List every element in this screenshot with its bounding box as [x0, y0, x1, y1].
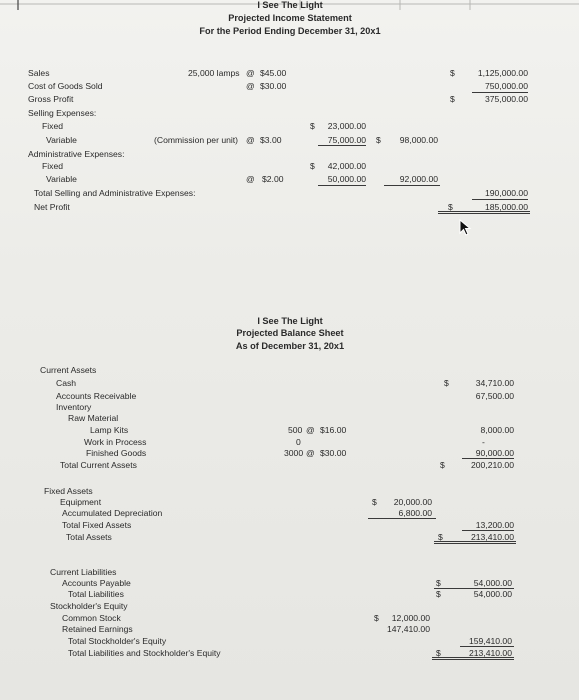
- accounts-payable-currency: $: [436, 578, 441, 588]
- sales-price: $45.00: [260, 68, 287, 78]
- sales-currency: $: [450, 68, 455, 78]
- selling-variable-underline: [318, 145, 366, 146]
- admin-variable-underline: [318, 185, 366, 186]
- selling-fixed-label: Fixed: [42, 121, 64, 131]
- total-assets-underline-2: [434, 543, 516, 544]
- balance-date: As of December 31, 20x1: [235, 341, 345, 351]
- accum-depr-amount: 6,800.00: [398, 508, 432, 518]
- current-liabilities-label: Current Liabilities: [50, 567, 117, 577]
- cogs-price: $30.00: [260, 81, 287, 91]
- cogs-label: Cost of Goods Sold: [28, 81, 103, 91]
- accounts-payable-label: Accounts Payable: [62, 578, 131, 588]
- accounts-payable-amount: 54,000.00: [473, 578, 512, 588]
- total-liabilities-currency: $: [436, 589, 441, 599]
- total-sga-underline: [472, 199, 528, 200]
- cogs-underline: [472, 92, 528, 93]
- admin-variable-amount: 50,000.00: [327, 174, 366, 184]
- total-current-assets-amount: 200,210.00: [470, 460, 514, 470]
- sales-at: @: [246, 68, 255, 78]
- lamp-kits-at: @: [306, 425, 315, 435]
- equipment-currency: $: [372, 497, 377, 507]
- ar-amount: 67,500.00: [475, 391, 514, 401]
- admin-subtotal-amount: 92,000.00: [399, 174, 438, 184]
- total-fixed-assets-underline: [462, 530, 514, 531]
- finished-goods-price: $30.00: [320, 448, 347, 458]
- selling-variable-label: Variable: [46, 135, 77, 145]
- equipment-label: Equipment: [60, 497, 102, 507]
- total-current-assets-label: Total Current Assets: [60, 460, 137, 470]
- cash-currency: $: [444, 378, 449, 388]
- admin-variable-at: @: [246, 174, 255, 184]
- ar-label: Accounts Receivable: [56, 391, 137, 401]
- admin-variable-label: Variable: [46, 174, 77, 184]
- retained-earnings-amount: 147,410.00: [386, 624, 430, 634]
- total-assets-label: Total Assets: [66, 532, 112, 542]
- total-sga-label: Total Selling and Administrative Expenses:: [34, 188, 196, 198]
- mouse-cursor-icon: [458, 218, 472, 236]
- total-liabilities-amount: 54,000.00: [473, 589, 512, 599]
- selling-variable-amount: 75,000.00: [327, 135, 366, 145]
- admin-subtotal-underline: [384, 185, 440, 186]
- gross-profit-amount: 375,000.00: [484, 94, 528, 104]
- equipment-amount: 20,000.00: [393, 497, 432, 507]
- balance-sheet-title: Projected Balance Sheet: [236, 328, 344, 338]
- raw-material-label: Raw Material: [68, 413, 119, 423]
- total-liab-equity-underline-1: [432, 657, 514, 658]
- income-period: For the Period Ending December 31, 20x1: [199, 26, 381, 36]
- selling-variable-rate: $3.00: [260, 135, 282, 145]
- accum-depr-underline: [368, 518, 436, 519]
- total-equity-amount: 159,410.00: [468, 636, 512, 646]
- wip-amount: -: [482, 437, 485, 447]
- selling-subtotal-currency: $: [376, 135, 381, 145]
- total-liabilities-label: Total Liabilities: [68, 589, 124, 599]
- stockholders-equity-label: Stockholder's Equity: [50, 601, 128, 611]
- commission-note: (Commission per unit): [154, 135, 239, 145]
- common-stock-currency: $: [374, 613, 379, 623]
- admin-fixed-amount: 42,000.00: [327, 161, 366, 171]
- net-profit-currency: $: [448, 202, 453, 212]
- lamp-kits-qty: 500: [288, 425, 303, 435]
- common-stock-label: Common Stock: [62, 613, 121, 623]
- selling-fixed-amount: 23,000.00: [327, 121, 366, 131]
- total-fixed-assets-label: Total Fixed Assets: [62, 520, 132, 530]
- inventory-label: Inventory: [56, 402, 92, 412]
- admin-variable-rate: $2.00: [262, 174, 284, 184]
- current-assets-label: Current Assets: [40, 365, 97, 375]
- finished-goods-at: @: [306, 448, 315, 458]
- gross-profit-currency: $: [450, 94, 455, 104]
- net-profit-label: Net Profit: [34, 202, 70, 212]
- admin-fixed-label: Fixed: [42, 161, 64, 171]
- cogs-at: @: [246, 81, 255, 91]
- finished-goods-qty: 3000: [284, 448, 304, 458]
- income-statement-title: Projected Income Statement: [228, 13, 352, 23]
- income-company-name: I See The Light: [257, 0, 323, 10]
- selling-variable-at: @: [246, 135, 255, 145]
- total-equity-label: Total Stockholder's Equity: [68, 636, 167, 646]
- wip-qty: 0: [296, 437, 301, 447]
- admin-fixed-currency: $: [310, 161, 315, 171]
- accum-depr-label: Accumulated Depreciation: [62, 508, 163, 518]
- total-sga-amount: 190,000.00: [484, 188, 528, 198]
- net-profit-amount: 185,000.00: [484, 202, 528, 212]
- total-assets-amount: 213,410.00: [470, 532, 514, 542]
- finished-goods-amount: 90,000.00: [475, 448, 514, 458]
- gross-profit-label: Gross Profit: [28, 94, 74, 104]
- lamp-kits-amount: 8,000.00: [480, 425, 514, 435]
- net-profit-underline-1: [438, 211, 530, 212]
- admin-expenses-label: Administrative Expenses:: [28, 149, 125, 159]
- total-assets-currency: $: [438, 532, 443, 542]
- total-equity-underline: [460, 646, 514, 647]
- selling-fixed-currency: $: [310, 121, 315, 131]
- common-stock-amount: 12,000.00: [391, 613, 430, 623]
- total-liab-equity-underline-2: [432, 659, 514, 660]
- finished-goods-label: Finished Goods: [86, 448, 147, 458]
- sales-amount: 1,125,000.00: [477, 68, 528, 78]
- selling-expenses-label: Selling Expenses:: [28, 108, 97, 118]
- total-liab-equity-amount: 213,410.00: [468, 648, 512, 658]
- lamp-kits-price: $16.00: [320, 425, 347, 435]
- total-liab-equity-currency: $: [436, 648, 441, 658]
- net-profit-underline-2: [438, 213, 530, 214]
- fixed-assets-label: Fixed Assets: [44, 486, 93, 496]
- cogs-amount: 750,000.00: [484, 81, 528, 91]
- finished-goods-underline: [462, 458, 514, 459]
- total-assets-underline-1: [434, 541, 516, 542]
- sales-qty: 25,000 lamps: [188, 68, 240, 78]
- sales-label: Sales: [28, 68, 50, 78]
- wip-label: Work in Process: [84, 437, 147, 447]
- total-current-assets-currency: $: [440, 460, 445, 470]
- cash-label: Cash: [56, 378, 77, 388]
- total-fixed-assets-amount: 13,200.00: [475, 520, 514, 530]
- balance-company-name: I See The Light: [257, 316, 323, 326]
- selling-subtotal-amount: 98,000.00: [399, 135, 438, 145]
- retained-earnings-label: Retained Earnings: [62, 624, 133, 634]
- total-liab-equity-label: Total Liabilities and Stockholder's Equity: [68, 648, 221, 658]
- lamp-kits-label: Lamp Kits: [90, 425, 129, 435]
- cash-amount: 34,710.00: [475, 378, 514, 388]
